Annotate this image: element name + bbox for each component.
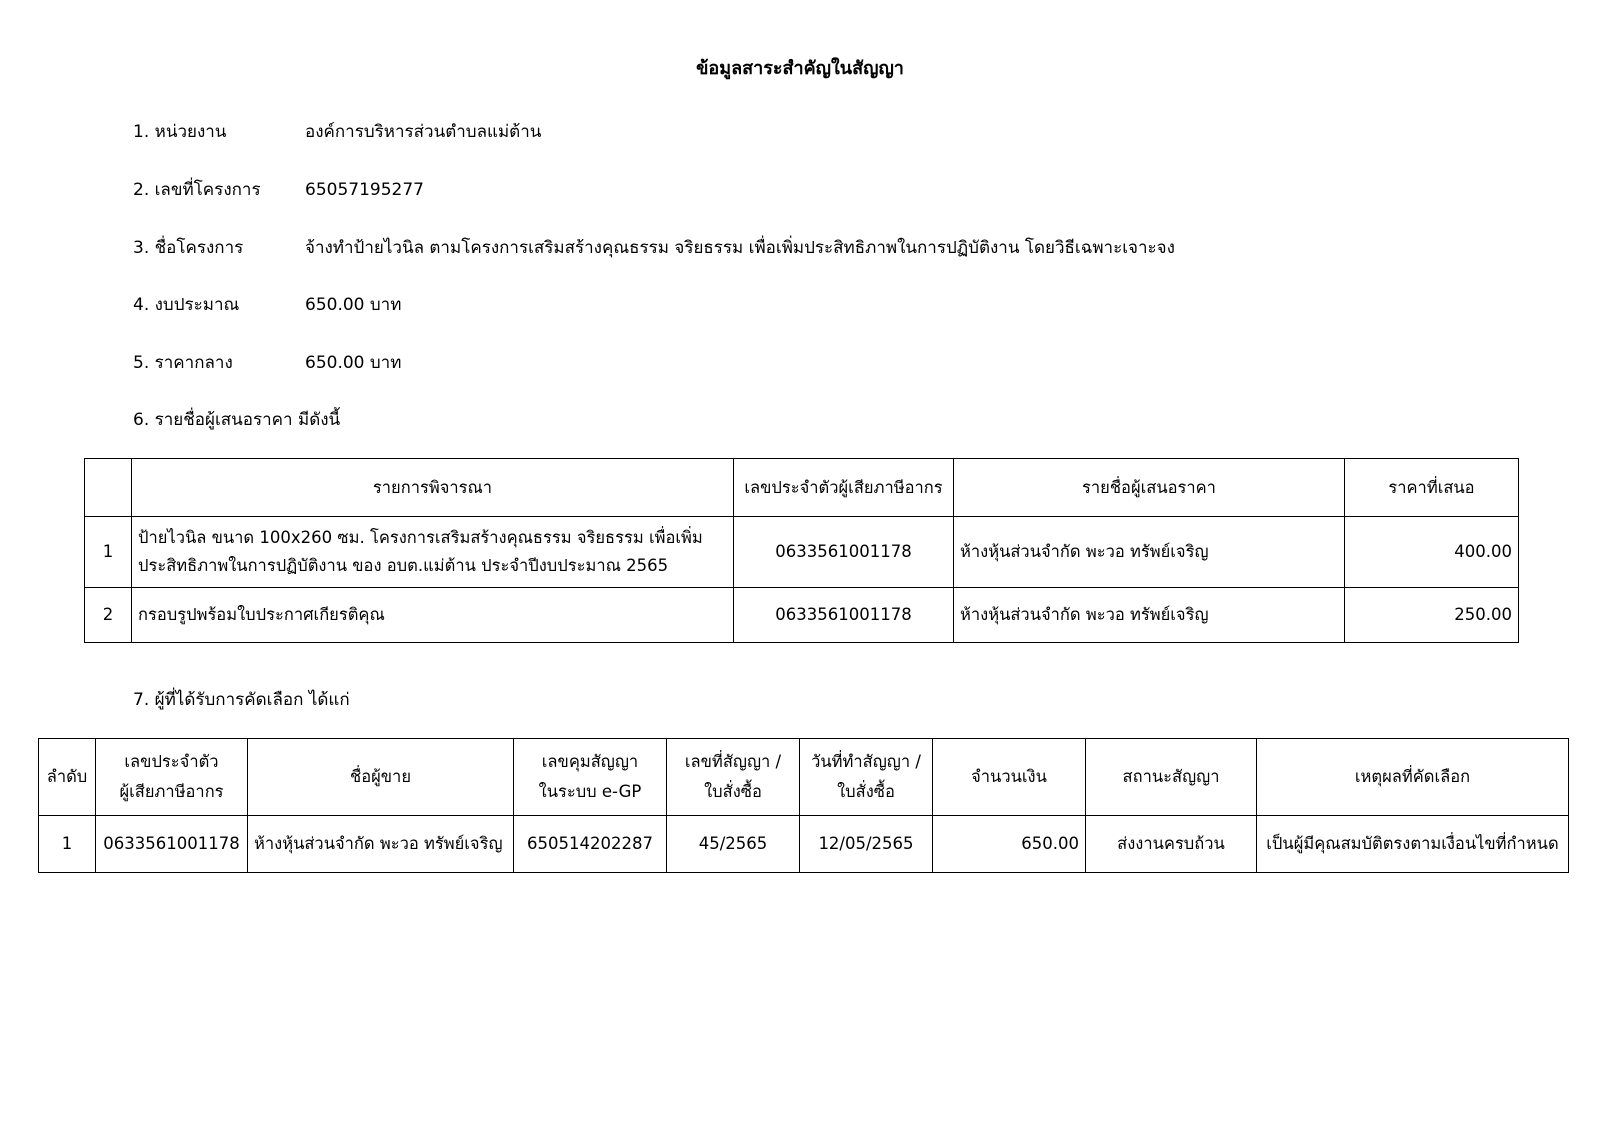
row-number: 2 (85, 588, 132, 643)
bidders-heading: 6. รายชื่อผู้เสนอราคา มีดังนี้ (133, 410, 341, 430)
info-label: 1. หน่วยงาน (133, 122, 227, 142)
column-header (1086, 739, 1257, 816)
offered-price: 250.00 (1345, 588, 1519, 643)
item-line: ประสิทธิภาพในการปฏิบัติงาน ของ อบต.แม่ต้าน ประจำปีงบประมาณ 2565 (138, 556, 669, 575)
column-header (96, 739, 248, 816)
info-project-number (133, 176, 424, 203)
header-line: ชื่อผู้ขาย (350, 767, 411, 786)
column-header (800, 739, 933, 816)
tax-id: 0633561001178 (734, 517, 954, 588)
info-label: 2. เลขที่โครงการ (133, 180, 261, 200)
info-budget (133, 291, 401, 318)
offered-price: 400.00 (1345, 517, 1519, 588)
tax-id: 0633561001178 (734, 588, 954, 643)
info-project-name (133, 234, 1175, 261)
header-line: ลำดับ (46, 767, 88, 786)
seller-name: ห้างหุ้นส่วนจำกัด พะวอ ทรัพย์เจริญ (248, 816, 514, 873)
bidder-name: ห้างหุ้นส่วนจำกัด พะวอ ทรัพย์เจริญ (954, 588, 1345, 643)
header-line: ใบสั่งซื้อ (837, 782, 895, 801)
item-line: ป้ายไวนิล ขนาด 100x260 ซม. โครงการเสริมสร้างคุณธรรม จริยธรรม เพื่อเพิ่ม (138, 528, 703, 547)
contract-status: ส่งงานครบถ้วน (1086, 816, 1257, 873)
column-header (933, 739, 1086, 816)
table-header-row (39, 739, 1569, 816)
egp-control-number: 650514202287 (514, 816, 667, 873)
table-row (39, 816, 1569, 873)
info-value: 650.00 บาท (305, 353, 402, 373)
tax-id: 0633561001178 (96, 816, 248, 873)
column-header (667, 739, 800, 816)
header-line: ผู้เสียภาษีอากร (119, 782, 224, 801)
header-line: วันที่ทำสัญญา / (811, 752, 921, 771)
info-median-price (133, 349, 401, 376)
contract-date: 12/05/2565 (800, 816, 933, 873)
header-line: เหตุผลที่คัดเลือก (1354, 767, 1471, 786)
info-label: 3. ชื่อโครงการ (133, 238, 244, 258)
row-number: 1 (85, 517, 132, 588)
header-line: เลขประจำตัว (124, 752, 219, 771)
info-value: องค์การบริหารส่วนตำบลแม่ต้าน (305, 122, 542, 142)
amount: 650.00 (933, 816, 1086, 873)
header-line: เลขคุมสัญญา (541, 752, 639, 771)
header-line: สถานะสัญญา (1122, 767, 1220, 786)
info-value: จ้างทำป้ายไวนิล ตามโครงการเสริมสร้างคุณธรรม จริยธรรม เพื่อเพิ่มประสิทธิภาพในการปฏิบัติงาน โดยวิธีเฉพาะเจาะจง (305, 238, 1175, 258)
column-header: ราคาที่เสนอ (1345, 459, 1519, 517)
table-row (85, 517, 1519, 588)
contract-number: 45/2565 (667, 816, 800, 873)
column-header (39, 739, 96, 816)
header-line: ในระบบ e-GP (538, 782, 642, 801)
column-header (514, 739, 667, 816)
bidders-table (84, 458, 1519, 643)
selection-reason: เป็นผู้มีคุณสมบัติตรงตามเงื่อนไขที่กำหนด (1257, 816, 1569, 873)
info-label: 5. ราคากลาง (133, 353, 233, 373)
header-line: เลขที่สัญญา / (684, 752, 782, 771)
info-value: 65057195277 (305, 180, 424, 200)
column-header (248, 739, 514, 816)
header-line: จำนวนเงิน (971, 767, 1047, 786)
header-line: ใบสั่งซื้อ (704, 782, 762, 801)
table-header-row (85, 459, 1519, 517)
info-value: 650.00 บาท (305, 295, 402, 315)
winner-table (38, 738, 1569, 873)
column-header: รายชื่อผู้เสนอราคา (954, 459, 1345, 517)
column-header: รายการพิจารณา (132, 459, 734, 517)
item-description (132, 517, 734, 588)
column-header: เลขประจำตัวผู้เสียภาษีอากร (734, 459, 954, 517)
winner-heading: 7. ผู้ที่ได้รับการคัดเลือก ได้แก่ (133, 690, 350, 710)
row-number: 1 (39, 816, 96, 873)
info-agency (133, 118, 541, 145)
table-row (85, 588, 1519, 643)
bidder-name: ห้างหุ้นส่วนจำกัด พะวอ ทรัพย์เจริญ (954, 517, 1345, 588)
column-header (1257, 739, 1569, 816)
item-description: กรอบรูปพร้อมใบประกาศเกียรติคุณ (132, 588, 734, 643)
column-header (85, 459, 132, 517)
info-label: 4. งบประมาณ (133, 295, 240, 315)
page-title: ข้อมูลสาระสำคัญในสัญญา (696, 58, 904, 79)
